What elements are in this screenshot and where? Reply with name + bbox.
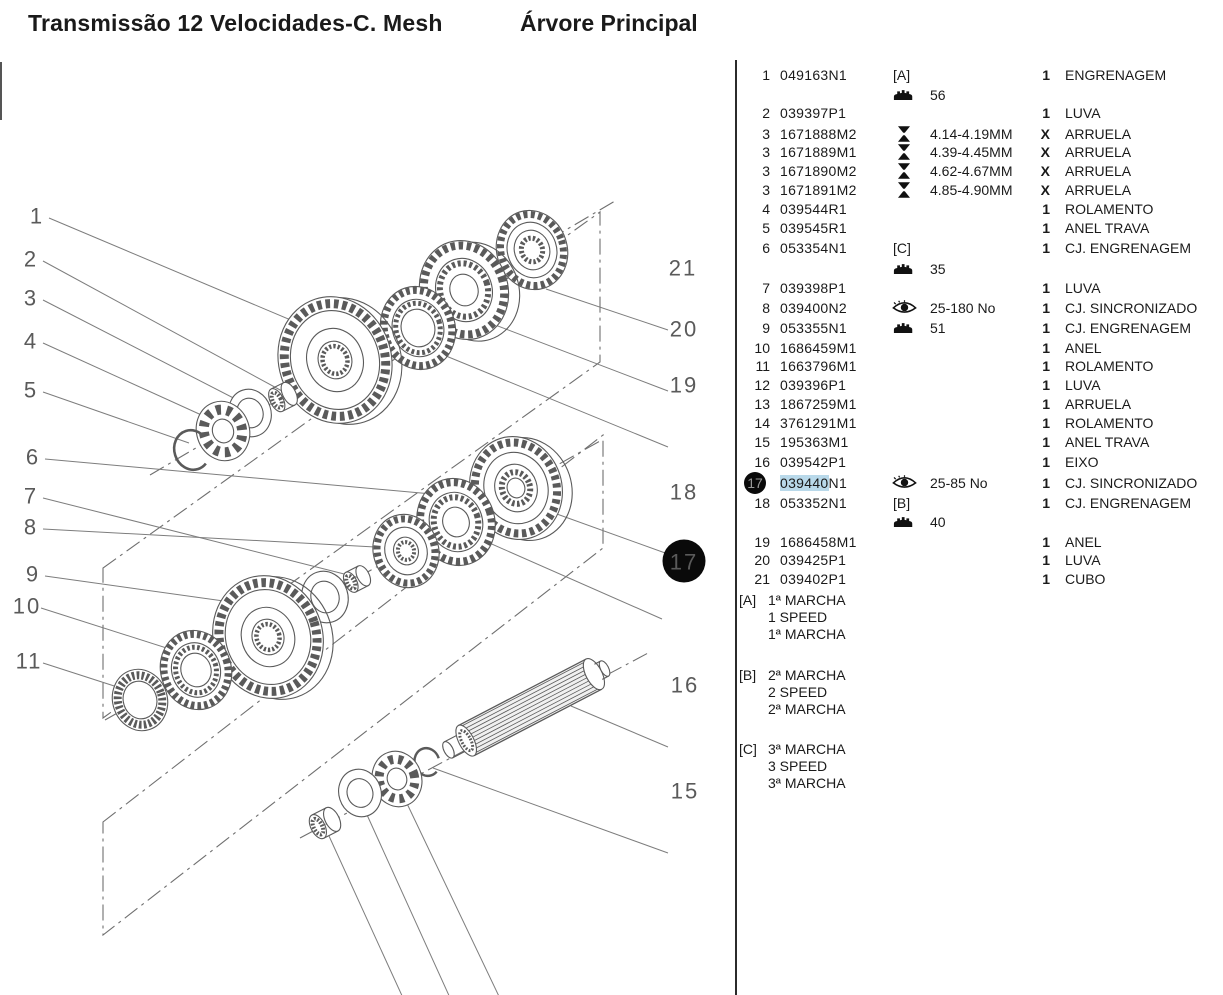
item-number: 18 <box>754 495 770 511</box>
part-number: 053352N1 <box>780 495 848 511</box>
quantity: X <box>1040 182 1050 198</box>
quantity: 1 <box>1042 434 1050 450</box>
part-description: CJ. ENGRENAGEM <box>1065 240 1192 256</box>
item-number: 10 <box>754 340 770 356</box>
callout-6[interactable]: 6 <box>25 444 41 470</box>
quantity: 1 <box>1042 396 1050 412</box>
parts-row-7[interactable] <box>737 279 1223 297</box>
part-number: 039545R1 <box>780 220 848 236</box>
callout-20[interactable]: 20 <box>669 316 699 342</box>
item-number: 20 <box>754 552 770 568</box>
item-number: 3 <box>762 144 770 160</box>
item-number: 19 <box>754 534 770 550</box>
item-number: 5 <box>762 220 770 236</box>
callout-15[interactable]: 15 <box>670 778 700 804</box>
part-description: ARRUELA <box>1065 144 1132 160</box>
item-number: 12 <box>754 377 770 393</box>
eye-icon <box>888 475 920 493</box>
part-number: 039402P1 <box>780 571 847 587</box>
item-number: 3 <box>762 126 770 142</box>
part-description: ANEL TRAVA <box>1065 434 1150 450</box>
part-description: LUVA <box>1065 552 1101 568</box>
part-number: 039542P1 <box>780 454 847 470</box>
item-number: 16 <box>754 454 770 470</box>
parts-row-2[interactable] <box>737 104 1223 122</box>
part-number: 195363M1 <box>780 434 849 450</box>
spec-value: 56 <box>930 87 946 103</box>
gear-teeth-icon <box>888 514 920 532</box>
part-description: CUBO <box>1065 571 1106 587</box>
part-description: ANEL TRAVA <box>1065 220 1150 236</box>
part-description: LUVA <box>1065 280 1101 296</box>
item-number: 3 <box>762 163 770 179</box>
callout-16[interactable]: 16 <box>670 672 700 698</box>
part-description: LUVA <box>1065 105 1101 121</box>
legend-tag: [B] <box>739 667 757 683</box>
part-description: ROLAMENTO <box>1065 358 1154 374</box>
callout-8[interactable]: 8 <box>23 514 39 540</box>
part-number: 1671888M2 <box>780 126 857 142</box>
item-number: 8 <box>762 300 770 316</box>
callout-7[interactable]: 7 <box>23 483 39 509</box>
legend-tag: [C] <box>739 741 757 757</box>
quantity: 1 <box>1042 280 1050 296</box>
part-description: ARRUELA <box>1065 182 1132 198</box>
part-number: 049163N1 <box>780 67 848 83</box>
parts-row-9[interactable] <box>737 319 1223 337</box>
item-number: 3 <box>762 182 770 198</box>
item-number: 1 <box>762 67 770 83</box>
part-description: CJ. ENGRENAGEM <box>1065 320 1192 336</box>
legend-lines <box>768 592 846 643</box>
legend-line: 2ª MARCHA <box>768 667 846 683</box>
spec-value: 35 <box>930 261 946 277</box>
parts-row-5[interactable] <box>737 219 1223 237</box>
spec-value: 40 <box>930 514 946 530</box>
item-number: 6 <box>762 240 770 256</box>
callout-21[interactable]: 21 <box>668 255 698 281</box>
quantity: 1 <box>1042 495 1050 511</box>
legend-lines <box>768 667 846 718</box>
callout-9[interactable]: 9 <box>25 561 41 587</box>
selected-item-badge[interactable]: 17 <box>744 472 766 494</box>
part-description: ROLAMENTO <box>1065 415 1154 431</box>
parts-row-3[interactable] <box>737 181 1223 199</box>
parts-row-3[interactable] <box>737 162 1223 180</box>
legend-line: 3ª MARCHA <box>768 741 846 757</box>
gear-teeth-icon <box>888 87 920 105</box>
callout-4[interactable]: 4 <box>23 328 39 354</box>
diagram-part-shaft-16 <box>437 652 616 767</box>
quantity: 1 <box>1042 454 1050 470</box>
part-number: 039400N2 <box>780 300 848 316</box>
parts-row-20[interactable] <box>737 551 1223 569</box>
variant-tag: [C] <box>893 240 911 256</box>
spec-value: 4.62-4.67MM <box>930 163 1013 179</box>
item-number: 7 <box>762 280 770 296</box>
parts-row-3[interactable] <box>737 125 1223 143</box>
callout-17-selected[interactable] <box>663 540 706 583</box>
parts-row-10[interactable] <box>737 339 1223 357</box>
parts-row-18[interactable] <box>737 494 1223 512</box>
page-subtitle: Árvore Principal <box>520 10 698 36</box>
item-number: 4 <box>762 201 770 217</box>
parts-row-4[interactable] <box>737 200 1223 218</box>
quantity: 1 <box>1042 340 1050 356</box>
quantity: 1 <box>1042 475 1050 491</box>
part-description: LUVA <box>1065 377 1101 393</box>
callout-18[interactable]: 18 <box>669 479 699 505</box>
spec-value: 4.14-4.19MM <box>930 126 1013 142</box>
part-number: 039440N1 <box>780 475 848 491</box>
legend-line: 1 SPEED <box>768 609 828 625</box>
eye-icon <box>888 300 920 318</box>
callout-5[interactable]: 5 <box>23 377 39 403</box>
shim-icon <box>888 163 920 183</box>
quantity: 1 <box>1042 240 1050 256</box>
item-number: 2 <box>762 105 770 121</box>
legend-lines <box>768 741 846 792</box>
callout-10[interactable]: 10 <box>12 593 42 619</box>
parts-row-15[interactable] <box>737 433 1223 451</box>
gear-teeth-icon <box>888 320 920 338</box>
callout-1[interactable]: 1 <box>29 203 45 229</box>
part-description: ARRUELA <box>1065 163 1132 179</box>
item-number: 11 <box>755 358 770 374</box>
spec-value: 25-180 No <box>930 300 996 316</box>
shim-icon <box>888 182 920 202</box>
legend-line: 1ª MARCHA <box>768 626 846 642</box>
quantity: 1 <box>1042 300 1050 316</box>
legend-line: 3 SPEED <box>768 758 828 774</box>
part-number: 039425P1 <box>780 552 847 568</box>
part-description: CJ. SINCRONIZADO <box>1065 475 1198 491</box>
part-description: ARRUELA <box>1065 396 1132 412</box>
parts-row-sub[interactable] <box>737 513 1223 531</box>
parts-row-1[interactable] <box>737 66 1223 84</box>
quantity: 1 <box>1042 320 1050 336</box>
legend-tag: [A] <box>739 592 757 608</box>
spec-value: 51 <box>930 320 946 336</box>
part-description: ANEL <box>1065 534 1102 550</box>
part-description: ARRUELA <box>1065 126 1132 142</box>
parts-row-19[interactable] <box>737 533 1223 551</box>
shim-icon <box>888 144 920 164</box>
part-number: 1867259M1 <box>780 396 857 412</box>
parts-row-17[interactable] <box>737 474 1223 492</box>
part-number: 053354N1 <box>780 240 848 256</box>
part-number: 039398P1 <box>780 280 847 296</box>
part-number: 1671891M2 <box>780 182 857 198</box>
parts-row-12[interactable] <box>737 376 1223 394</box>
item-number: 13 <box>754 396 770 412</box>
spec-value: 4.39-4.45MM <box>930 144 1013 160</box>
callout-17-label: 17 <box>669 549 699 575</box>
quantity: 1 <box>1042 201 1050 217</box>
quantity: X <box>1040 163 1050 179</box>
callout-11[interactable]: 11 <box>15 648 43 674</box>
quantity: 1 <box>1042 105 1050 121</box>
item-number: 9 <box>762 320 770 336</box>
part-number: 039396P1 <box>780 377 847 393</box>
quantity: 1 <box>1042 358 1050 374</box>
quantity: 1 <box>1042 67 1050 83</box>
quantity: 1 <box>1042 220 1050 236</box>
legend-line: 2 SPEED <box>768 684 828 700</box>
legend-line: 2ª MARCHA <box>768 701 846 717</box>
part-description: ANEL <box>1065 340 1102 356</box>
parts-row-8[interactable] <box>737 299 1223 317</box>
parts-row-sub[interactable] <box>737 260 1223 278</box>
part-number: 1686458M1 <box>780 534 857 550</box>
spec-value: 25-85 No <box>930 475 988 491</box>
variant-tag: [B] <box>893 495 911 511</box>
item-number: 14 <box>754 415 770 431</box>
item-number: 21 <box>754 571 770 587</box>
parts-row-11[interactable] <box>737 357 1223 375</box>
page-title: Transmissão 12 Velocidades-C. Mesh <box>28 10 443 36</box>
parts-row-13[interactable] <box>737 395 1223 413</box>
gear-teeth-icon <box>888 261 920 279</box>
parts-row-3[interactable] <box>737 143 1223 161</box>
parts-row-sub[interactable] <box>737 86 1223 104</box>
exploded-view-diagram <box>0 60 737 995</box>
part-number: 039544R1 <box>780 201 848 217</box>
part-number: 1686459M1 <box>780 340 857 356</box>
item-number: 15 <box>754 434 770 450</box>
quantity: 1 <box>1042 534 1050 550</box>
quantity: 1 <box>1042 552 1050 568</box>
diagram-part-bushing-12 <box>306 805 345 842</box>
legend-line: 1ª MARCHA <box>768 592 846 608</box>
part-number: 1671890M2 <box>780 163 857 179</box>
parts-row-16[interactable] <box>737 453 1223 471</box>
part-description: CJ. ENGRENAGEM <box>1065 495 1192 511</box>
parts-row-21[interactable] <box>737 570 1223 588</box>
callout-19[interactable]: 19 <box>669 372 699 398</box>
quantity: 1 <box>1042 415 1050 431</box>
quantity: 1 <box>1042 571 1050 587</box>
legend-line: 3ª MARCHA <box>768 775 846 791</box>
quantity: X <box>1040 144 1050 160</box>
callout-2[interactable]: 2 <box>23 246 39 272</box>
part-description: ROLAMENTO <box>1065 201 1154 217</box>
quantity: X <box>1040 126 1050 142</box>
variant-tag: [A] <box>893 67 911 83</box>
part-number: 053355N1 <box>780 320 848 336</box>
callout-3[interactable]: 3 <box>23 285 39 311</box>
part-description: ENGRENAGEM <box>1065 67 1167 83</box>
part-number-highlight: 039440 <box>780 475 829 491</box>
part-description: EIXO <box>1065 454 1099 470</box>
part-number: 1663796M1 <box>780 358 857 374</box>
part-number: 3761291M1 <box>780 415 857 431</box>
part-description: CJ. SINCRONIZADO <box>1065 300 1198 316</box>
part-number: 039397P1 <box>780 105 847 121</box>
parts-row-6[interactable] <box>737 239 1223 257</box>
parts-row-14[interactable] <box>737 414 1223 432</box>
part-number: 1671889M1 <box>780 144 857 160</box>
quantity: 1 <box>1042 377 1050 393</box>
spec-value: 4.85-4.90MM <box>930 182 1013 198</box>
